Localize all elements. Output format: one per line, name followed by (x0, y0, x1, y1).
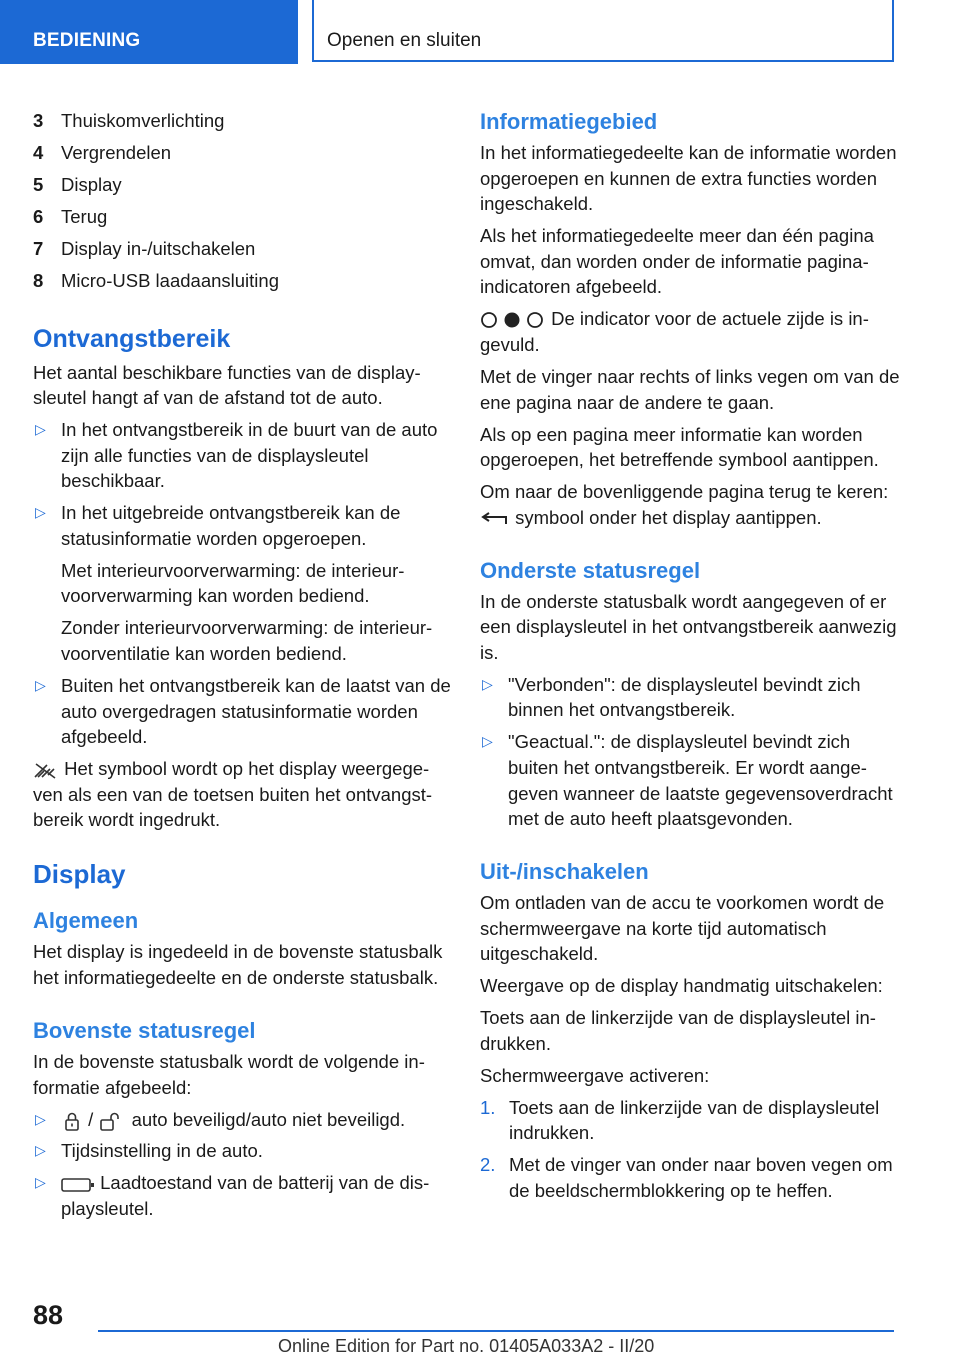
page-indicator-dots-icon (480, 311, 546, 329)
bullet-subparagraph: Met interieurvoorverwarming: de interieurvoorverwarming kan worden bediend. (61, 559, 405, 607)
back-text-end: symbool onder het display aantippen. (515, 506, 822, 528)
item-number: 8 (33, 269, 44, 291)
display-heading: Display (33, 859, 126, 890)
list-item (480, 1095, 900, 1146)
bottom-status-heading: Onderste statusregel (480, 557, 701, 583)
item-number: 3 (33, 110, 44, 131)
page-number: 88 (33, 1300, 64, 1330)
no-signal-icon (33, 761, 59, 779)
list-item (480, 672, 900, 723)
triangle-bullet-icon: ▷ (482, 733, 493, 750)
icon-separator: / (88, 1108, 94, 1130)
lock-closed-icon (61, 1110, 83, 1132)
bottom-status-intro: In de onderste statusbalk wordt aangegeven of er een displaysleutel in het ontvangstbereik aanwezig is. (480, 590, 897, 663)
list-item (33, 108, 451, 134)
step-text: Met de vinger van onder naar boven vegen om de beeldschermblokkering op te heffen. (509, 1154, 893, 1202)
bullet-subparagraph: Zonder interieurvoorverwarming: de interieurvoorventilatie kan worden bediend. (61, 617, 433, 665)
item-number: 6 (33, 205, 44, 227)
list-item (33, 140, 451, 166)
onoff-heading: Uit-/inschakelen (480, 859, 649, 885)
general-heading: Algemeen (33, 908, 139, 934)
onoff-paragraph: Weergave op de display handmatig uitschakelen: (480, 975, 883, 997)
onoff-paragraph: Schermweergave activeren: (480, 1064, 710, 1086)
footer-divider (98, 1330, 894, 1332)
list-item (33, 417, 451, 494)
header-section-label: BEDIENING (33, 30, 141, 51)
footer-edition: Online Edition for Part no. 01405A033A2 - II/20 (278, 1336, 655, 1356)
triangle-bullet-icon: ▷ (35, 1174, 46, 1191)
triangle-bullet-icon: ▷ (35, 504, 46, 521)
lock-open-icon (98, 1110, 126, 1132)
bullet-text: auto beveiligd/auto niet beveiligd. (131, 1108, 406, 1130)
right-column (480, 108, 900, 1210)
bullet-text: Buiten het ontvangstbereik kan de laatst van de auto overgedragen statusinformatie worden afgebeeld. (61, 675, 451, 748)
range-intro: Het aantal beschikbare functies van de displaysleutel hangt af van de afstand tot de auto. (33, 361, 421, 409)
bullet-text: "Geactual.": de displaysleutel bevindt zich buiten het ontvangstbereik. Er wordt aangegeven wanneer de laatste gegevensoverdracht met de auto heeft plaatsgevonden. (508, 731, 893, 830)
list-item (33, 673, 451, 750)
info-paragraph: Als op een pagina meer informatie kan worden opgeroepen, het betreffende symbool aantippen. (480, 423, 879, 471)
bullet-text: In het uitgebreide ontvangstbereik kan de statusinformatie worden opgeroepen. (61, 502, 401, 549)
bullet-text: In het ontvangstbereik in de buurt van de auto zijn alle functies van de displaysleutel beschikbaar. (61, 419, 438, 492)
list-item (33, 204, 451, 230)
back-arrow-icon (480, 510, 510, 528)
info-paragraph (480, 479, 900, 530)
legend-list (33, 108, 451, 294)
back-text-start: Om naar de bovenliggende pagina terug te keren: (480, 481, 889, 503)
item-text: Display in-/uitschakelen (61, 237, 256, 259)
item-number: 4 (33, 141, 44, 163)
range-note-text: Het symbool wordt op het display weergegeven als een van de toetsen buiten het ontvangstbereik wordt ingedrukt. (33, 758, 433, 831)
list-item (33, 268, 451, 294)
list-item (33, 1107, 451, 1133)
step-number: 2. (480, 1154, 496, 1176)
item-text: Micro-USB laadaansluiting (61, 269, 279, 291)
general-text: Het display is ingedeeld in de bovenste statusbalk het informatiegedeelte en de onderste statusbalk. (33, 941, 443, 988)
item-text: Thuiskomverlichting (61, 110, 225, 131)
activation-steps (480, 1095, 900, 1204)
list-item (480, 729, 900, 831)
bullet-text: Laadtoestand van de batterij van de displaysleutel. (61, 1172, 430, 1220)
header-section-tab (0, 0, 298, 64)
info-paragraph: Als het informatiegedeelte meer dan één pagina omvat, dan worden onder de informatie paginaindicatoren afgebeeld. (480, 225, 874, 298)
bullet-text: "Verbonden": de displaysleutel bevindt zich binnen het ontvangstbereik. (508, 673, 861, 721)
triangle-bullet-icon: ▷ (35, 421, 46, 438)
onoff-paragraph: Om ontladen van de accu te voorkomen wordt de schermweergave na korte tijd automatisch uitgeschakeld. (480, 892, 885, 965)
step-number: 1. (480, 1096, 496, 1118)
header-chapter-label: Openen en sluiten (327, 30, 482, 51)
battery-icon (61, 1177, 95, 1193)
step-text: Toets aan de linkerzijde van de displaysleutel indrukken. (509, 1096, 880, 1144)
triangle-bullet-icon: ▷ (35, 1142, 46, 1159)
top-status-intro: In de bovenste statusbalk wordt de volgende informatie afgebeeld: (33, 1050, 425, 1098)
top-status-heading: Bovenste statusregel (33, 1017, 256, 1043)
indicator-text: De indicator voor de actuele zijde is ingevuld. (480, 308, 869, 355)
header-chapter-box (312, 0, 894, 62)
list-item (33, 500, 451, 666)
item-number: 5 (33, 173, 44, 195)
onoff-paragraph: Toets aan de linkerzijde van de displaysleutel indrukken. (480, 1007, 876, 1054)
list-item (33, 1138, 451, 1164)
info-heading: Informatiegebied (480, 109, 658, 134)
info-paragraph (480, 306, 900, 357)
range-heading: Ontvangstbereik (33, 324, 231, 353)
range-bullets (33, 417, 451, 750)
triangle-bullet-icon: ▷ (482, 675, 493, 692)
item-text: Display (61, 173, 122, 195)
list-item (33, 1170, 451, 1221)
left-column (33, 108, 451, 1228)
list-item (33, 172, 451, 198)
info-paragraph: In het informatiegedeelte kan de informatie worden opgeroepen en kunnen de extra functies worden ingeschakeld. (480, 142, 897, 215)
bottom-status-bullets (480, 672, 900, 832)
item-text: Vergrendelen (61, 141, 172, 163)
item-number: 7 (33, 237, 44, 259)
list-item (33, 236, 451, 262)
range-note (33, 756, 451, 833)
list-item (480, 1152, 900, 1203)
info-paragraph: Met de vinger naar rechts of links vegen om van de ene pagina naar de andere te gaan. (480, 365, 900, 413)
triangle-bullet-icon: ▷ (35, 1110, 46, 1127)
item-text: Terug (61, 205, 108, 227)
triangle-bullet-icon: ▷ (35, 677, 46, 693)
top-status-bullets (33, 1107, 451, 1222)
bullet-text: Tijdsinstelling in de auto. (61, 1140, 263, 1162)
